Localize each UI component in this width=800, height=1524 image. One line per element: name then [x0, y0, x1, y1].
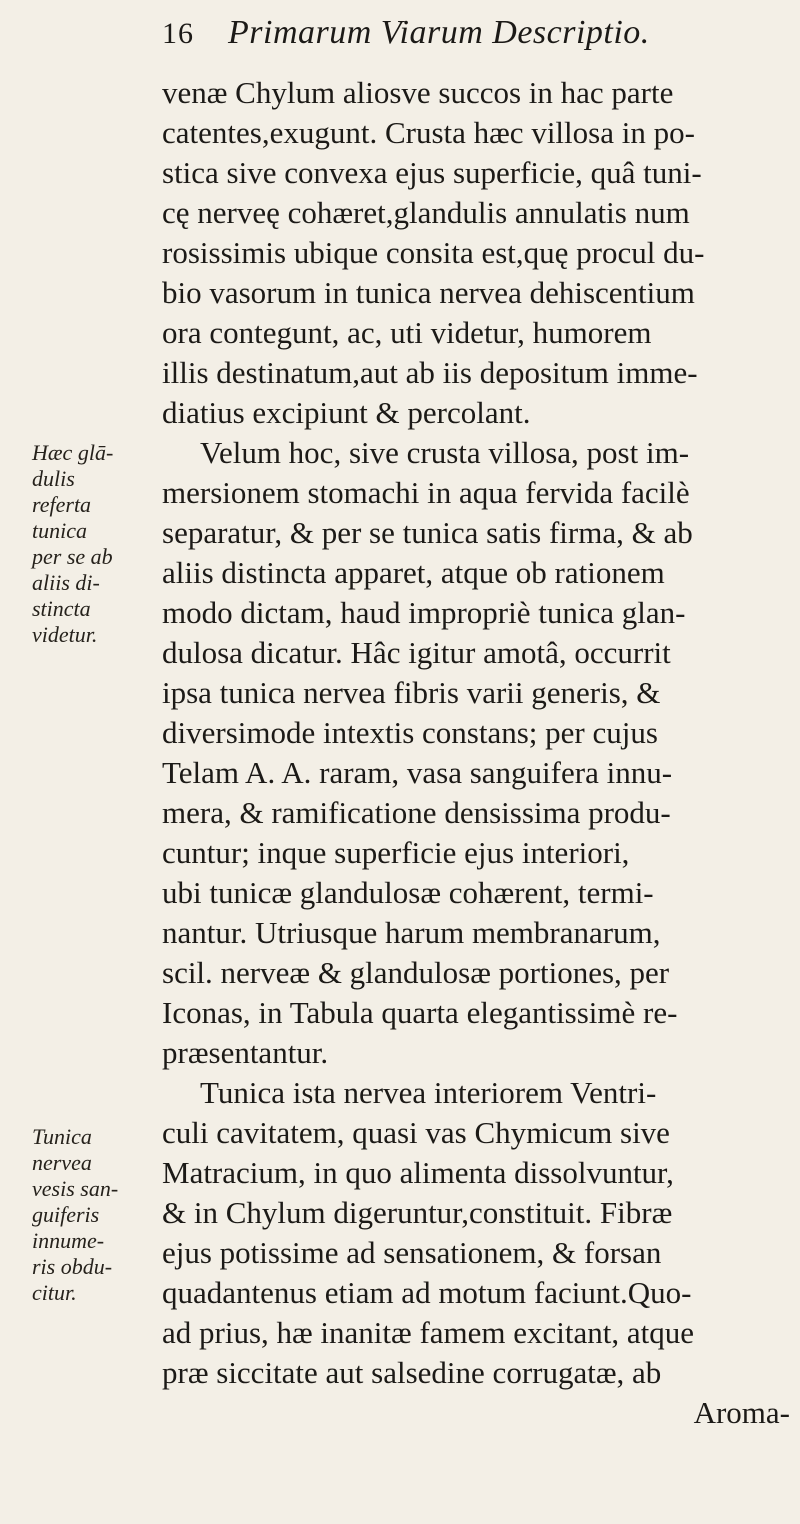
body-line: rosissimis ubique consita est,quę procul du-	[162, 235, 705, 270]
margin-note-line: Tunica	[32, 1124, 92, 1149]
body-line: quadantenus etiam ad motum faciunt.Quo-	[162, 1275, 692, 1310]
body-line: mersionem stomachi in aqua fervida facilè	[162, 475, 690, 510]
body-line: mera, & ramificatione densissima produ-	[162, 795, 671, 830]
body-line: Telam A. A. raram, vasa sanguifera innu-	[162, 755, 673, 790]
running-title: Primarum Viarum Descriptio.	[228, 14, 650, 51]
margin-note-line: Hæc glā-	[32, 440, 114, 465]
page-number: 16	[162, 17, 194, 50]
margin-note-line: nervea	[32, 1150, 92, 1175]
body-line: venæ Chylum aliosve succos in hac parte	[162, 75, 674, 110]
body-line: ipsa tunica nervea fibris varii generis, &	[162, 675, 661, 710]
body-line: præ siccitate aut salsedine corrugatæ, ab	[162, 1355, 662, 1390]
body-line: Tunica ista nervea interiorem Ventri-	[200, 1075, 657, 1110]
margin-note-line: innume-	[32, 1228, 105, 1253]
body-line: culi cavitatem, quasi vas Chymicum sive	[162, 1115, 670, 1150]
catchword: Aroma-	[693, 1395, 790, 1430]
body-line: ora contegunt, ac, uti videtur, humorem	[162, 315, 652, 350]
running-head	[162, 14, 722, 62]
body-line: ejus potissime ad sensationem, & forsan	[162, 1235, 662, 1270]
body-line: stica sive convexa ejus superficie, quâ tuni-	[162, 155, 702, 190]
body-line: aliis distincta apparet, atque ob rationem	[162, 555, 665, 590]
body-line: Matracium, in quo alimenta dissolvuntur,	[162, 1155, 674, 1190]
margin-note-line: referta	[32, 492, 92, 517]
body-line: Velum hoc, sive crusta villosa, post im-	[200, 435, 690, 470]
body-line: scil. nerveæ & glandulosæ portiones, per	[162, 955, 670, 990]
body-line: Iconas, in Tabula quarta elegantissimè re-	[162, 995, 678, 1030]
body-line: nantur. Utriusque harum membranarum,	[162, 915, 661, 950]
body-line: separatur, & per se tunica satis firma, & ab	[162, 515, 693, 550]
margin-note-line: per se ab	[32, 544, 113, 569]
margin-note-line: videtur.	[32, 622, 98, 647]
body-line: catentes,exugunt. Crusta hæc villosa in po-	[162, 115, 695, 150]
margin-note-line: vesis san-	[32, 1176, 119, 1201]
margin-note-line: guiferis	[32, 1202, 100, 1227]
margin-note	[32, 1124, 160, 1306]
body-line: dulosa dicatur. Hâc igitur amotâ, occurrit	[162, 635, 671, 670]
margin-note-line: stincta	[32, 596, 91, 621]
body-line: ad prius, hæ inanitæ famem excitant, atque	[162, 1315, 695, 1350]
body-line: diversimode intextis constans; per cujus	[162, 715, 658, 750]
body-line: cę nerveę cohæret,glandulis annulatis num	[162, 195, 690, 230]
body-line: cuntur; inque superficie ejus interiori,	[162, 835, 630, 870]
body-line: modo dictam, haud impropriè tunica glan-	[162, 595, 686, 630]
body-line: illis destinatum,aut ab iis depositum imme-	[162, 355, 698, 390]
body-line: præsentantur.	[162, 1035, 329, 1070]
margin-note-line: aliis di-	[32, 570, 100, 595]
margin-note-line: citur.	[32, 1280, 77, 1305]
margin-note	[32, 440, 160, 648]
margin-note-line: ris obdu-	[32, 1254, 113, 1279]
body-line: ubi tunicæ glandulosæ cohærent, termi-	[162, 875, 654, 910]
body-line: bio vasorum in tunica nervea dehiscentium	[162, 275, 695, 310]
body-line: diatius excipiunt & percolant.	[162, 395, 531, 430]
margin-note-line: dulis	[32, 466, 75, 491]
margin-note-line: tunica	[32, 518, 87, 543]
body-line: & in Chylum digeruntur,constituit. Fibræ	[162, 1195, 673, 1230]
